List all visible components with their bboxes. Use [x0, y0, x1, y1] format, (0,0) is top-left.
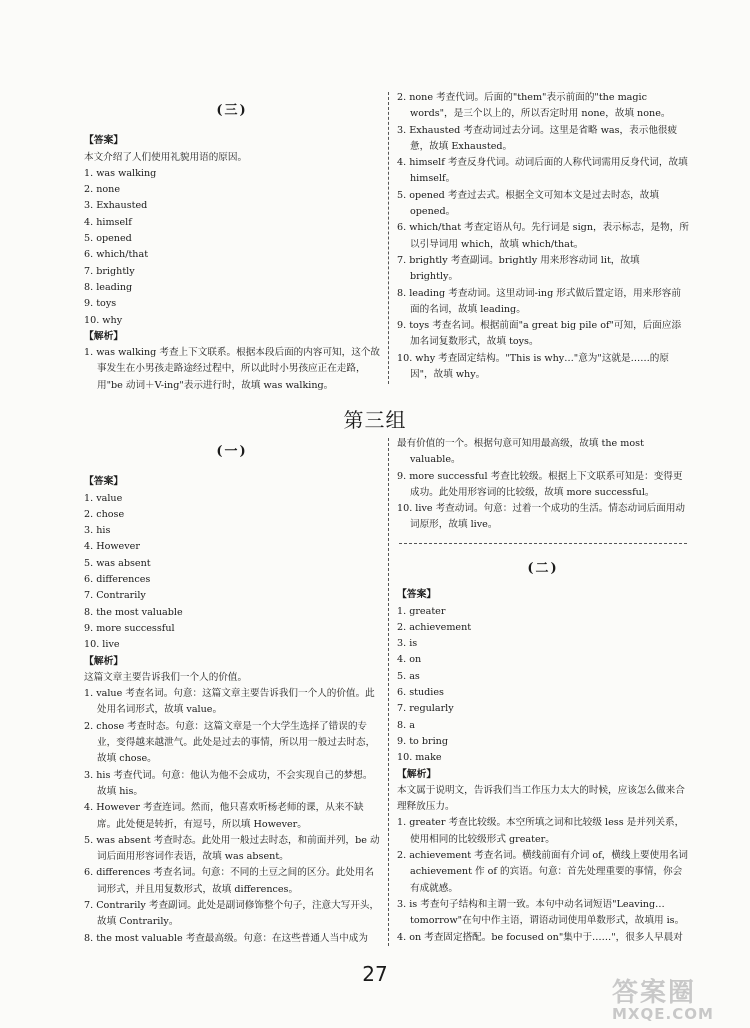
- answer-item: 1. was walking: [84, 167, 157, 179]
- s1-analysis-tag: 【解析】: [84, 330, 124, 342]
- answer-item: 6. differences: [84, 574, 151, 586]
- s2-answer-list: [84, 491, 380, 654]
- s1-intro: 本文介绍了人们使用礼貌用语的原因。: [84, 151, 248, 163]
- analysis-item: 9. toys 考查名词。根据前面"a great big pile of"可知，后面应添加名词复数形式，故填 toys。: [397, 320, 682, 348]
- analysis-item: 2. achievement 考查名词。横线前面有介词 of，横线上要使用名词 achievement 作 of 的宾语。句意：首先处理重要的事情，你会有成就感。: [397, 850, 689, 894]
- answer-item: 1. value: [84, 492, 123, 504]
- answer-item: 6. studies: [397, 687, 444, 699]
- answer-item: 2. none: [84, 184, 121, 196]
- section-title: 第三组: [343, 408, 407, 432]
- page-number: 27: [362, 962, 388, 986]
- s2-heading: (一): [216, 444, 248, 459]
- analysis-item: 2. chose 考查时态。句意：这篇文章是一个大学生选择了错误的专业，变得越来越泄气。此处是过去的事情，所以用一般过去时态，故填 chose。: [84, 720, 376, 765]
- analysis-item: 最有价值的一个。根据句意可知用最高级，故填 the most valuable。: [397, 438, 644, 466]
- analysis-item: 3. his 考查代词。句意：他认为他不会成功，不会实现自己的梦想。故填 his。: [84, 769, 373, 797]
- analysis-item: 9. more successful 考查比较级。根据上下文联系可知是：变得更成功。此处用形容词的比较级，故填 more successful。: [397, 470, 683, 498]
- column-divider: [388, 438, 389, 946]
- answer-item: 7. regularly: [397, 703, 454, 715]
- s1-right-column: [397, 90, 689, 383]
- answer-item: 8. a: [397, 719, 415, 731]
- answer-item: 5. as: [397, 670, 420, 682]
- analysis-item: 3. Exhausted 考查动词过去分词。这里是省略 was，表示他很疲惫，故填 Exhausted。: [397, 124, 678, 152]
- answer-item: 10. live: [84, 639, 120, 651]
- analysis-item: 10. why 考查固定结构。"This is why…"意为"这就是……的原因"，故填 why。: [397, 352, 669, 381]
- answer-item: 4. himself: [84, 216, 132, 228]
- s3-intro: 本文属于说明文，告诉我们当工作压力太大的时候，应该怎么做来合理释放压力。: [397, 784, 685, 813]
- analysis-item: 6. which/that 考查定语从句。先行词是 sign，表示标志，是物，所以引导词用 which，故填 which/that。: [397, 222, 689, 250]
- analysis-item: 3. is 考查句子结构和主谓一致。本句中动名词短语"Leaving…tomorrow"在句中作主语，谓语动词使用单数形式，故填用 is。: [397, 898, 685, 927]
- s2-answers-tag: 【答案】: [84, 476, 124, 488]
- answer-item: 6. which/that: [84, 249, 149, 261]
- analysis-item: 2. none 考查代词。后面的"them"表示前面的"the magic words"，是三个以上的，所以否定时用 none，故填 none。: [397, 92, 671, 120]
- answer-item: 8. leading: [84, 281, 133, 293]
- answer-item: 2. chose: [84, 508, 125, 520]
- s3-answers-tag: 【答案】: [397, 589, 437, 601]
- answer-item: 10. make: [397, 752, 442, 764]
- analysis-item: 8. leading 考查动词。这里动词-ing 形式做后置定语，用来形容前面的名词，故填 leading。: [397, 287, 681, 315]
- answer-item: 2. achievement: [397, 621, 472, 633]
- watermark-line2: MXQE.COM: [612, 1005, 714, 1023]
- s1-left-column: [84, 103, 380, 394]
- answer-item: 4. However: [84, 541, 140, 553]
- analysis-item: 4. However 考查连词。然而，他只喜欢听杨老师的课，从来不缺席。此处便是转折，有逗号，所以填 However。: [84, 802, 364, 830]
- analysis-item: 10. live 考查动词。句意：过着一个成功的生活。情态动词后面用动词原形，故填 live。: [397, 503, 686, 531]
- answer-item: 7. Contrarily: [84, 590, 146, 602]
- section-divider: [399, 543, 687, 544]
- answer-item: 10. why: [84, 314, 123, 326]
- answer-item: 9. to bring: [397, 735, 448, 747]
- s2-analysis-tag: 【解析】: [84, 655, 124, 667]
- s2-left-column: [84, 444, 380, 947]
- answer-item: 7. brightly: [84, 265, 135, 277]
- analysis-item: 1. greater 考查比较级。本空所填之词和比较级 less 是并列关系，使用相同的比较级形式 greater。: [397, 817, 685, 845]
- answer-item: 5. opened: [84, 233, 132, 245]
- analysis-item: 1. value 考查名词。句意：这篇文章主要告诉我们一个人的价值。此处用名词形式，故填 value。: [84, 688, 375, 716]
- answer-item: 9. toys: [84, 298, 117, 310]
- answer-item: 9. more successful: [84, 622, 175, 634]
- s3-column: [397, 561, 689, 946]
- analysis-item: 7. brightly 考查副词。brightly 用来形容动词 lit，故填 brightly。: [397, 254, 640, 283]
- s2-right-column: [397, 436, 689, 534]
- analysis-item: 4. himself 考查反身代词。动词后面的人称代词需用反身代词，故填 himself。: [397, 157, 688, 185]
- s3-answer-list: [397, 604, 689, 767]
- answer-item: 3. his: [84, 525, 111, 537]
- answer-item: 1. greater: [397, 605, 446, 617]
- analysis-item: 6. differences 考查名词。句意：不同的土豆之间的区分。此处用名词形式，并且用复数形式，故填 differences。: [84, 867, 375, 895]
- analysis-item: 5. opened 考查过去式。根据全文可知本文是过去时态，故填 opened。: [397, 189, 659, 218]
- s3-heading: (二): [527, 561, 559, 576]
- watermark-line1: 答案圈: [612, 978, 697, 1008]
- analysis-item: 7. Contrarily 考查副词。此处是副词修饰整个句子，注意大写开头，故填 Contrarily。: [84, 900, 380, 928]
- watermark-logo: [612, 980, 742, 1022]
- answer-item: 5. was absent: [84, 557, 151, 569]
- analysis-item: 8. the most valuable 考查最高级。句意：在这些普通人当中成为: [84, 932, 368, 944]
- s1-heading: (三): [216, 103, 248, 118]
- s1-answer-list: [84, 166, 380, 329]
- answer-item: 3. Exhausted: [84, 200, 148, 212]
- s1-answers-tag: 【答案】: [84, 135, 124, 147]
- analysis-item: 1. was walking 考查上下文联系。根据本段后面的内容可知，这个故事发生在小男孩走路途经过程中，所以此时小男孩应正在走路，用"be 动词＋V-ing"表示进行时，故填 was walking。: [84, 347, 381, 391]
- column-divider: [388, 92, 389, 384]
- answer-item: 4. on: [397, 654, 422, 666]
- answer-item: 3. is: [397, 638, 418, 650]
- answer-item: 8. the most valuable: [84, 606, 183, 618]
- s2-intro: 这篇文章主要告诉我们一个人的价值。: [84, 671, 248, 683]
- analysis-item: 5. was absent 考查时态。此处用一般过去时态，和前面并列，be 动词后面用形容词作表语，故填 was absent。: [84, 834, 380, 863]
- analysis-item: 4. on 考查固定搭配。be focused on"集中于……"，很多人早晨对: [397, 931, 683, 943]
- s3-analysis-tag: 【解析】: [397, 768, 437, 780]
